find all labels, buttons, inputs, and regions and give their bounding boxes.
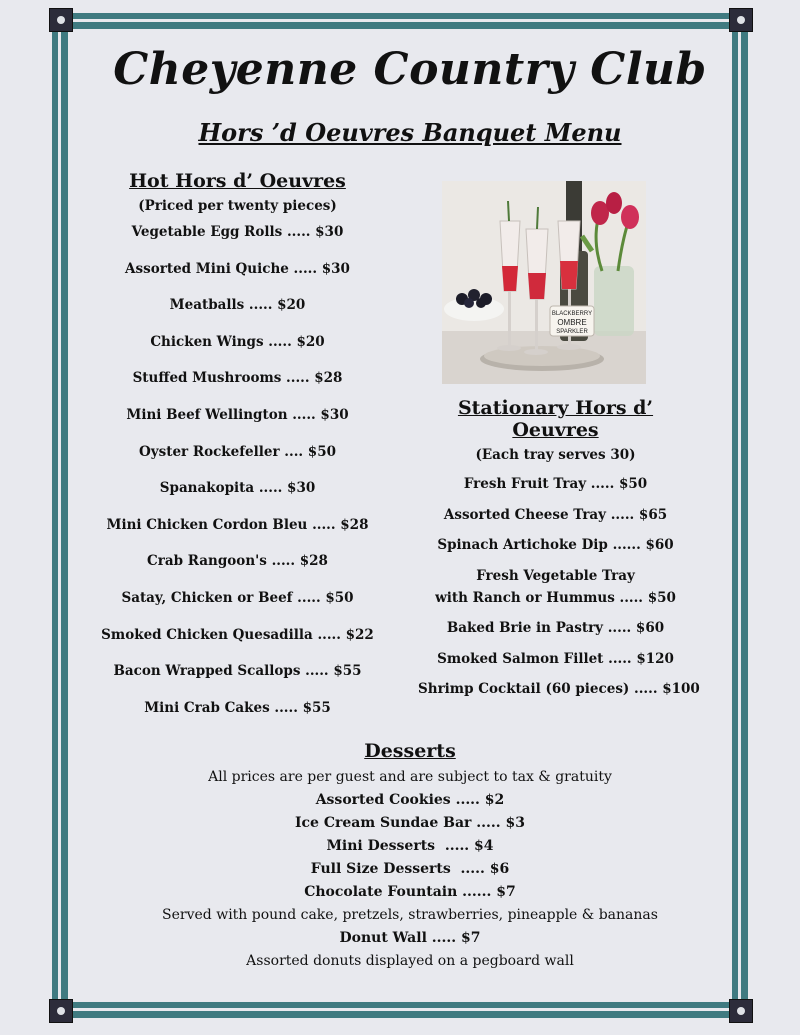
hot-item: Oyster Rockefeller .... $50 [139, 443, 336, 460]
dessert-item: Ice Cream Sundae Bar ..... $3 [294, 815, 526, 831]
hot-item: Vegetable Egg Rolls ..... $30 [131, 224, 344, 240]
dessert-item: Mini Desserts ..... $4 [326, 838, 494, 854]
photo-sign-text: SPARKLER [556, 329, 588, 335]
hot-item: Spanakopita ..... $30 [159, 480, 316, 497]
cocktail-photo [442, 181, 646, 384]
frame-right-border [732, 20, 748, 1010]
hot-section-note: (Priced per twenty pieces) [138, 198, 337, 214]
dessert-item: Assorted Cookies ..... $2 [315, 792, 505, 808]
page-title: Cheyenne Country Club [113, 44, 707, 95]
frame-corner-top-right [729, 8, 753, 32]
hot-section [90, 170, 385, 734]
menu-subtitle: Hors ’d Oeuvres Banquet Menu [198, 118, 622, 147]
desserts-section-title: Desserts [364, 740, 456, 762]
hot-items-list [90, 222, 385, 734]
desserts-pricing-note: All prices are per guest and are subject to tax & gratuity [208, 769, 612, 785]
stationary-item: Spinach Artichoke Dip ...... $60 [437, 537, 674, 553]
frame-corner-bottom-right [729, 999, 753, 1023]
dessert-item-note: Served with pound cake, pretzels, strawberries, pineapple & bananas [162, 907, 658, 923]
hot-item: Mini Crab Cakes ..... $55 [144, 699, 331, 716]
desserts-section [110, 740, 710, 973]
hot-item: Stuffed Mushrooms ..... $28 [132, 370, 343, 387]
hot-item: Chicken Wings ..... $20 [150, 333, 325, 350]
hot-item: Crab Rangoon's ..... $28 [147, 553, 328, 570]
frame-corner-bottom-left [49, 999, 73, 1023]
frame-top-border [60, 13, 740, 29]
photo-sign-text: OMBRE [557, 318, 587, 327]
hot-item: Smoked Chicken Quesadilla ..... $22 [101, 626, 374, 643]
photo-sign-text: BLACKBERRY [551, 311, 593, 317]
hot-item: Mini Chicken Cordon Bleu ..... $28 [106, 516, 369, 533]
dessert-item: Donut Wall ..... $7 [339, 930, 481, 946]
hot-section-title: Hot Hors d’ Oeuvres [129, 170, 346, 192]
cocktail-illustration [442, 181, 646, 384]
stationary-section [418, 397, 700, 709]
stationary-item: Shrimp Cocktail (60 pieces) ..... $100 [418, 681, 700, 697]
stationary-item-line: Fresh Vegetable Tray [476, 567, 635, 584]
hot-item: Bacon Wrapped Scallops ..... $55 [113, 663, 362, 680]
hot-item: Mini Beef Wellington ..... $30 [126, 406, 349, 423]
stationary-item: Assorted Cheese Tray ..... $65 [443, 506, 668, 523]
dessert-item-note: Assorted donuts displayed on a pegboard wall [246, 953, 574, 969]
hot-item: Satay, Chicken or Beef ..... $50 [121, 589, 354, 606]
frame-bottom-border [60, 1002, 740, 1018]
stationary-item-line: with Ranch or Hummus ..... $50 [435, 589, 676, 606]
dessert-item: Chocolate Fountain ...... $7 [304, 884, 516, 900]
dessert-item: Full Size Desserts ..... $6 [310, 861, 510, 877]
hot-item: Assorted Mini Quiche ..... $30 [125, 260, 350, 277]
stationary-items-list [418, 473, 700, 700]
stationary-item: Smoked Salmon Fillet ..... $120 [437, 650, 674, 667]
frame-left-border [52, 20, 68, 1010]
stationary-section-note: (Each tray serves 30) [475, 447, 636, 463]
stationary-item [418, 565, 693, 609]
frame-corner-top-left [49, 8, 73, 32]
hot-item: Meatballs ..... $20 [169, 297, 306, 314]
stationary-section-title: Stationary Hors d’ Oeuvres [457, 397, 654, 441]
stationary-item: Baked Brie in Pastry ..... $60 [446, 620, 665, 636]
stationary-item: Fresh Fruit Tray ..... $50 [463, 476, 648, 492]
